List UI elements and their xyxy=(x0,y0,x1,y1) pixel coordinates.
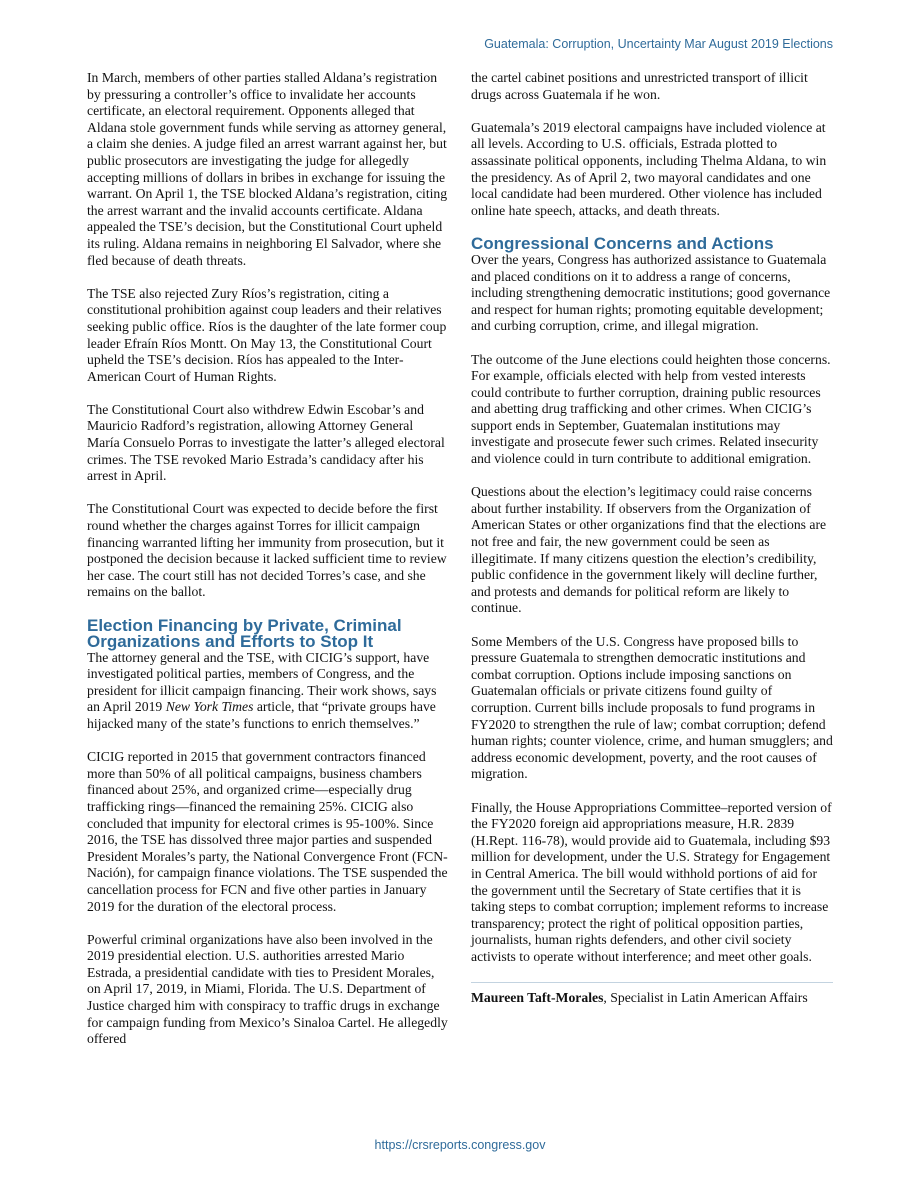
divider xyxy=(471,982,833,983)
footer-url[interactable]: https://crsreports.congress.gov xyxy=(374,1138,546,1152)
paragraph: Powerful criminal organizations have also been involved in the 2019 presidential election. U.S. authorities arrested Mario Estrada, a presidential candidate with ties to President Morales, on April 17, 2019, in Miami, Florida. The U.S. Department of Justice charged him with conspiracy to traffic drugs in exchange for campaign funding from Mexico’s Sinaloa Cartel. He allegedly offered xyxy=(87,931,448,1047)
publication-title: New York Times xyxy=(165,699,254,715)
text-run: The attorney general and the TSE, with CICIG’s support, have investigated political parties, members of Congress, and the president for illicit campaign financing. Their work shows, says an April 2019 xyxy=(87,649,437,715)
paragraph: The outcome of the June elections could heighten those concerns. For example, officials elected with help from vested interests could contribute to further corruption, draining public resources and abetting drug trafficking and other crimes. When CICIG’s support ends in September, Guatemalan institutions may investigate and prosecute fewer such crimes. Related insecurity and violence could in turn contribute to additional emigration. xyxy=(471,351,831,467)
paragraph: Finally, the House Appropriations Committee–reported version of the FY2020 foreign aid appropriations measure, H.R. 2839 (H.Rept. 116-78), would provide aid to Guatemala, including $93 million for development, under the U.S. Strategy for Engagement in Central America. The bill would withhold portions of aid for the government until the Secretary of State certifies that it is taking steps to combat corruption; implement reforms to increase transparency; protect the right of political opposition parties, journalists, human rights defenders, and other civil society activists to operate without interference; and meet other goals. xyxy=(471,799,832,964)
left-column xyxy=(87,70,449,1064)
paragraph: Over the years, Congress has authorized assistance to Guatemala and placed conditions on it to address a range of concerns, including strengthening democratic institutions; good governance and respect for human rights; promoting equitable development; and curbing corruption, crime, and illegal migration. xyxy=(471,251,831,334)
author-credit xyxy=(471,990,833,1007)
text-run: article, that “private groups have hijacked many of the state’s functions to enrich themselves.” xyxy=(87,699,436,731)
paragraph: In March, members of other parties stalled Aldana’s registration by pressuring a controller’s office to invalidate her accounts certificate, an electoral requirement. Opponents alleged that Aldana stole government funds while serving as attorney general, a claim she denies. A judge filed an arrest warrant against her, but public prosecutors are investigating the judge for allegedly accepting millions of dollars in bribes in exchange for issuing the warrant. On April 1, the TSE blocked Aldana’s registration, citing the arrest warrant and the invalid accounts certificate. Aldana appealed the TSE’s decision, but the Constitutional Court upheld its ruling. Aldana remains in neighboring El Salvador, where she fled because of death threats. xyxy=(87,70,448,268)
paragraph: The Constitutional Court was expected to decide before the first round whether the charges against Torres for illicit campaign financing warranted lifting her immunity from prosecution, but it postponed the decision because it lacked sufficient time to review her case. The court still has not decided Torres’s case, and she remains on the ballot. xyxy=(87,501,447,600)
paragraph: Guatemala’s 2019 electoral campaigns have included violence at all levels. According to U.S. officials, Estrada plotted to assassinate political opponents, including Thelma Aldana, to win the presidency. As of April 2, two mayoral candidates and one local candidate had been murdered. Other violence has included online hate speech, attacks, and death threats. xyxy=(471,119,827,218)
paragraph: The TSE also rejected Zury Ríos’s registration, citing a constitutional prohibition against coup leaders and their relatives seeking public office. Ríos is the daughter of the late former coup leader Efraín Ríos Montt. On May 13, the Constitutional Court upheld the TSE’s decision. Ríos has appealed to the Inter-American Court of Human Rights. xyxy=(87,285,447,384)
section-heading-congressional-concerns: Congressional Concerns and Actions xyxy=(471,233,774,253)
paragraph: CICIG reported in 2015 that government contractors financed more than 50% of all political campaigns, business chambers financed about 25%, and organized crime—especially drug trafficking rings—financed the remaining 25%. CICIG also concluded that impunity for electoral crimes is 95-100%. Since 2016, the TSE has dissolved three major parties and suspended President Morales’s party, the National Convergence Front (FCN-Nación), for campaign finance violations. The TSE suspended the cancellation process for FCN and five other parties in January 2019 for the duration of the electoral process. xyxy=(87,749,448,914)
running-header: Guatemala: Corruption, Uncertainty Mar August 2019 Elections xyxy=(484,37,833,51)
author-name: Maureen Taft-Morales xyxy=(471,990,604,1006)
section-heading-election-financing: Election Financing by Private, Criminal Organizations and Efforts to Stop It xyxy=(87,615,402,651)
paragraph xyxy=(87,650,449,733)
paragraph: The Constitutional Court also withdrew Edwin Escobar’s and Mauricio Radford’s registration, allowing Attorney General María Consuelo Porras to investigate the latter’s alleged electoral crimes. The TSE revoked Mario Estrada’s candidacy after his arrest in April. xyxy=(87,401,445,484)
paragraph: Some Members of the U.S. Congress have proposed bills to pressure Guatemala to strengthen democratic institutions and combat corruption. Options include imposing sanctions on Guatemalan officials or private citizens found guilty of corruption. Current bills include proposals to fund programs in FY2020 to strengthen the rule of law; combat corruption; defend human rights; counter violence, crime, and human smugglers; and address economic development, poverty, and the root causes of migration. xyxy=(471,633,833,782)
paragraph: Questions about the election’s legitimacy could raise concerns about further instability. If observers from the Organization of American States or other organizations find that the elections are not free and fair, the new government could be seen as illegitimate. If many citizens question the election’s credibility, public confidence in the government likely will decline further, and protests and demands for political reform are likely to continue. xyxy=(471,484,827,616)
paragraph: the cartel cabinet positions and unrestricted transport of illicit drugs across Guatemala if he won. xyxy=(471,70,808,102)
author-title: , Specialist in Latin American Affairs xyxy=(603,990,808,1006)
right-column xyxy=(471,70,833,1023)
